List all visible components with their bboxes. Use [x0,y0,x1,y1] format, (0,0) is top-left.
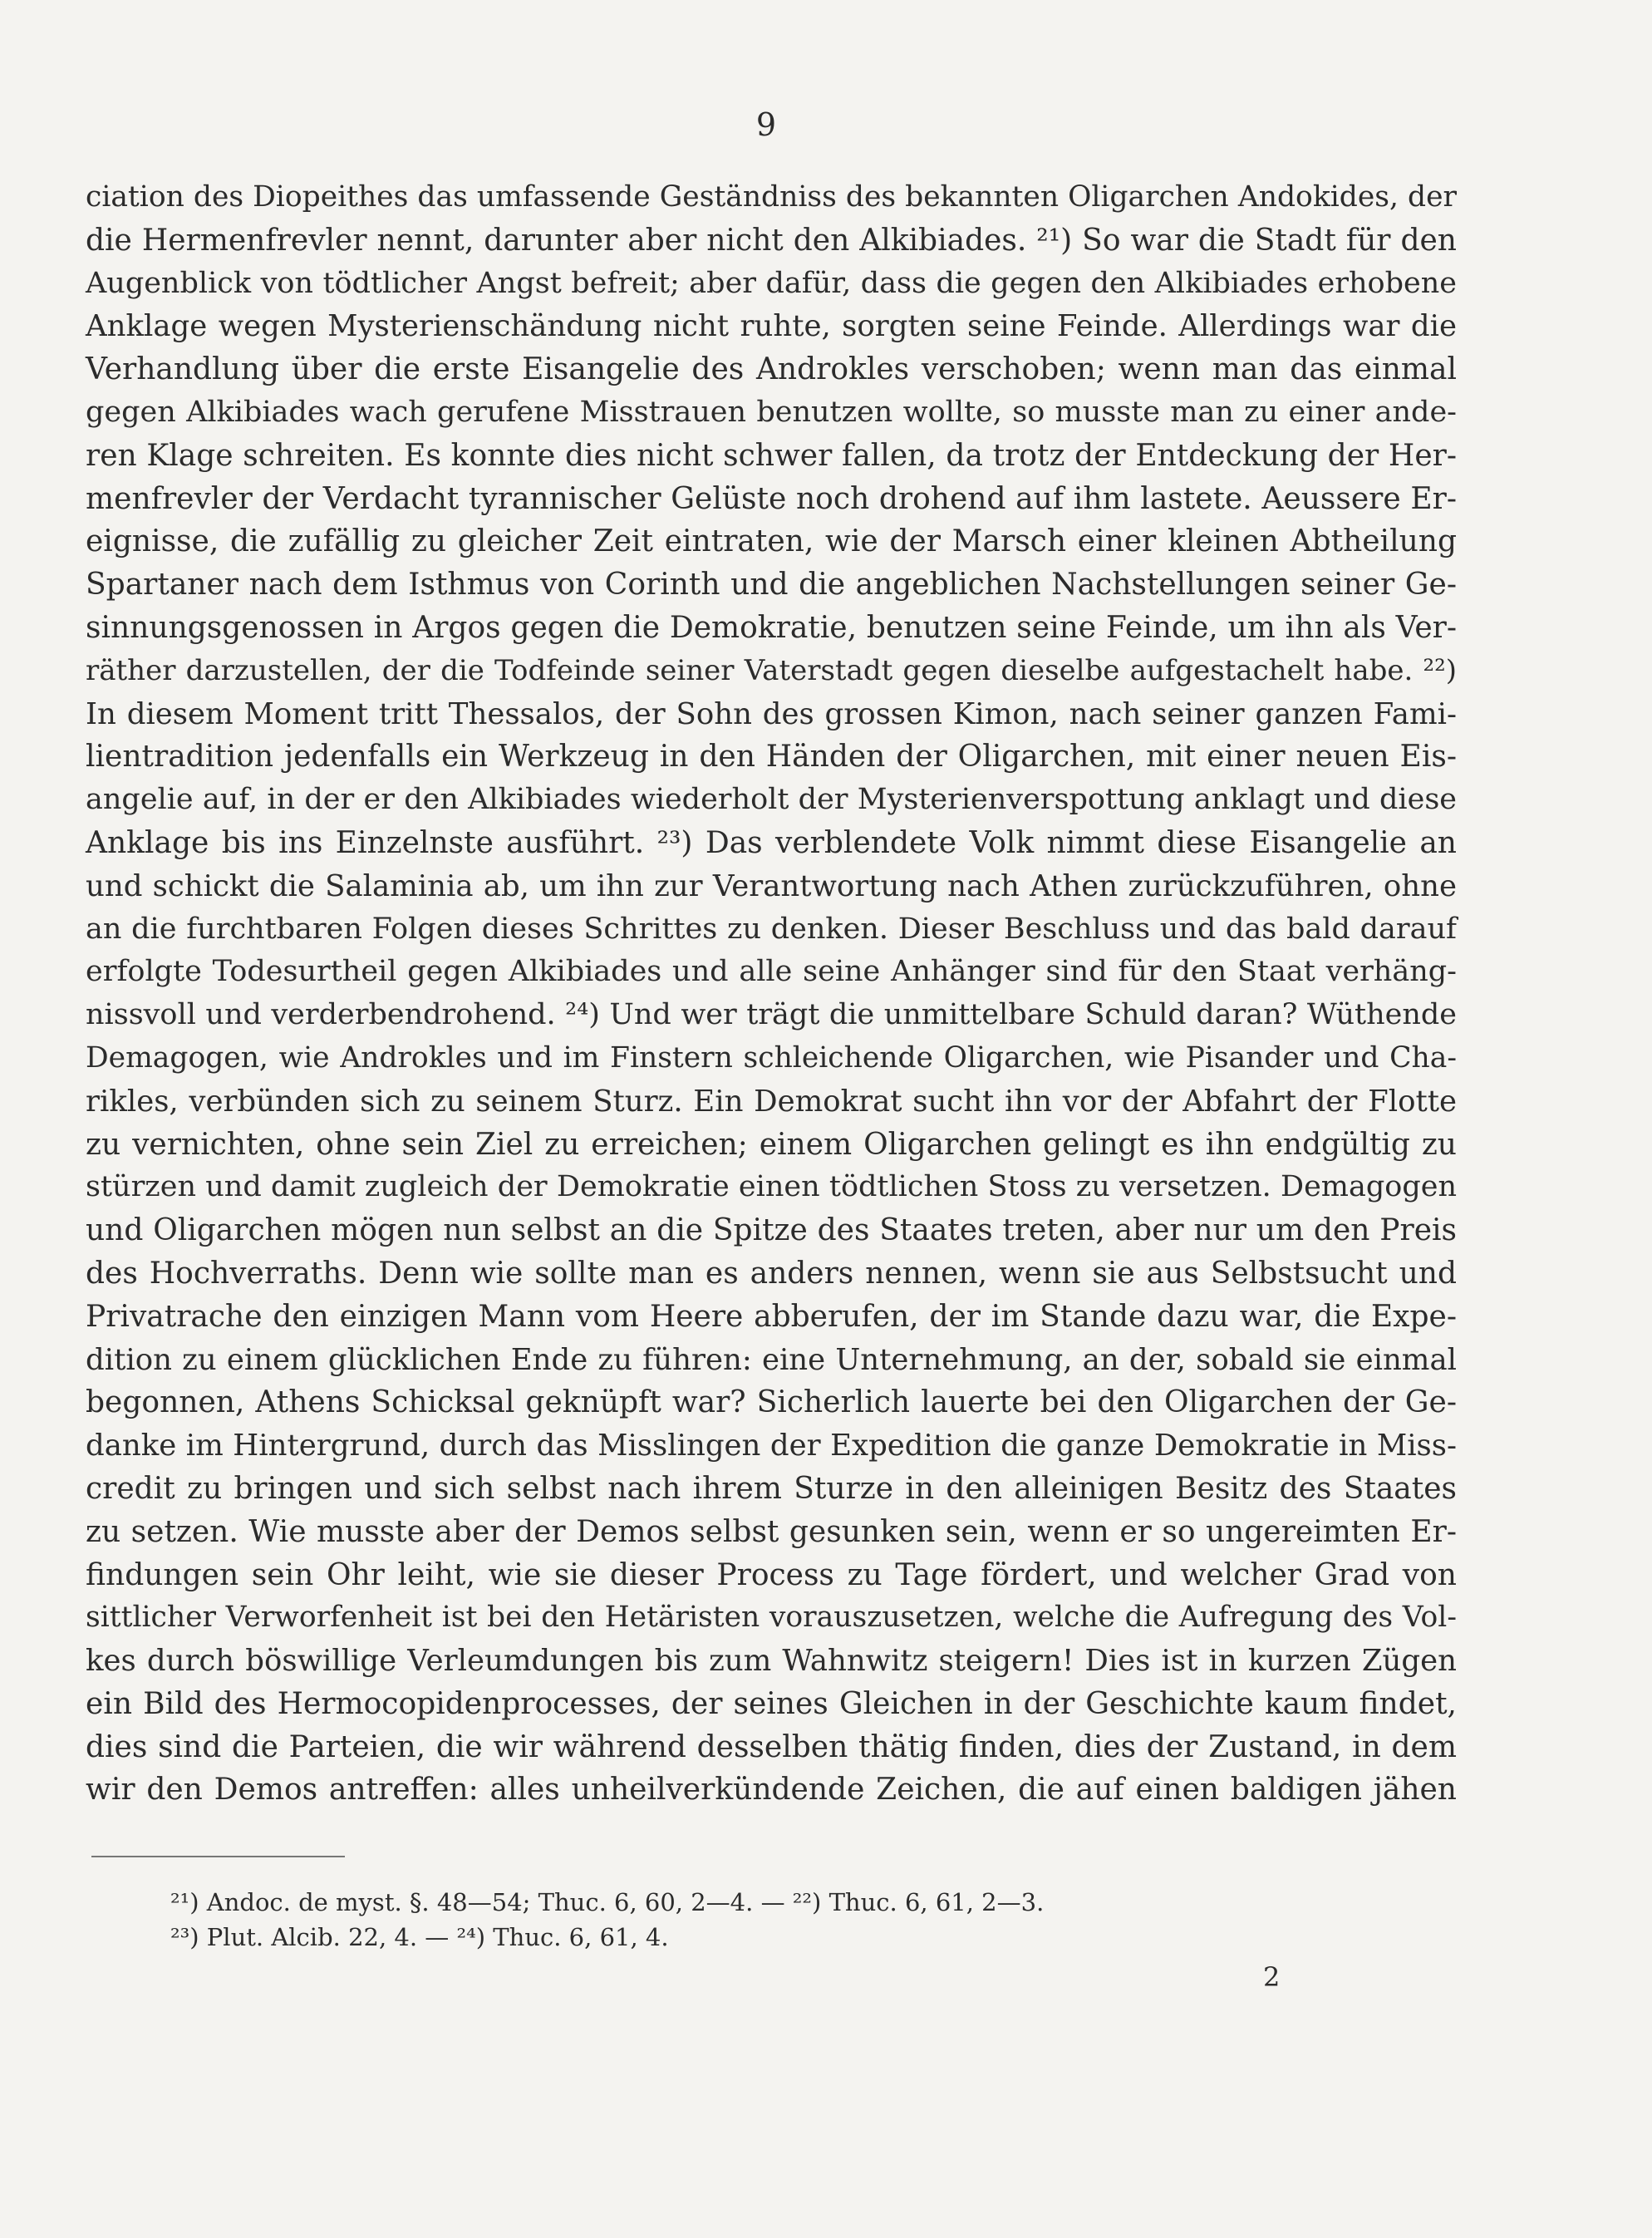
text-line: und Oligarchen mögen nun selbst an die Spitze des Staates treten, aber nur um den Preis [86,1213,1457,1248]
footnote-divider [91,1856,345,1857]
text-line: dition zu einem glücklichen Ende zu führen: eine Unternehmung, an der, sobald sie einmal [86,1342,1457,1377]
text-line: danke im Hintergrund, durch das Misslingen der Expedition die ganze Demokratie in Miss- [86,1429,1457,1463]
text-line: die Hermenfrevler nennt, darunter aber nicht den Alkibiades. ²¹) So war die Stadt für den [86,223,1457,258]
text-line: Augenblick von tödtlicher Angst befreit; aber dafür, dass die gegen den Alkibiades erhobene [86,266,1457,300]
text-line: In diesem Moment tritt Thessalos, der Sohn des grossen Kimon, nach seiner ganzen Fami- [86,696,1457,731]
text-line: findungen sein Ohr leiht, wie sie dieser Process zu Tage fördert, und welcher Grad von [86,1557,1457,1592]
text-line: Spartaner nach dem Isthmus von Corinth und die angeblichen Nachstellungen seiner Ge- [86,568,1457,603]
text-line: wir den Demos antreffen: alles unheilverkündende Zeichen, die auf einen baldigen jähen [86,1773,1457,1808]
text-line: gegen Alkibiades wach gerufene Misstrauen benutzen wollte, so musste man zu einer ande- [86,395,1457,429]
text-line: credit zu bringen und sich selbst nach ihrem Sturze in den alleinigen Besitz des Staates [86,1471,1457,1506]
text-line: ren Klage schreiten. Es konnte dies nicht schwer fallen, da trotz der Entdeckung der Her- [86,438,1457,473]
text-line: erfolgte Todesurtheil gegen Alkibiades und alle seine Anhänger sind für den Staat verhäng- [86,955,1457,989]
text-line: Verhandlung über die erste Eisangelie des Androkles verschoben; wenn man das einmal [86,352,1457,387]
text-line: an die furchtbaren Folgen dieses Schrittes zu denken. Dieser Beschluss und das bald darauf [86,912,1457,946]
text-line: eignisse, die zufällig zu gleicher Zeit eintraten, wie der Marsch einer kleinen Abtheilung [86,524,1457,559]
text-line: zu setzen. Wie musste aber der Demos selbst gesunken sein, wenn er so ungereimten Er- [86,1514,1457,1549]
text-line: nissvoll und verderbendrohend. ²⁴) Und wer trägt die unmittelbare Schuld daran? Wüthende [86,998,1457,1032]
text-line: begonnen, Athens Schicksal geknüpft war? Sicherlich lauerte bei den Oligarchen der Ge- [86,1385,1457,1420]
text-line: des Hochverraths. Denn wie sollte man es anders nennen, wenn sie aus Selbstsucht und [86,1256,1457,1291]
signature-mark: 2 [1263,1961,1281,1993]
text-line: stürzen und damit zugleich der Demokratie einen tödtlichen Stoss zu versetzen. Demagogen [86,1170,1457,1204]
text-line: räther darzustellen, der die Todfeinde seiner Vaterstadt gegen dieselbe aufgestachelt habe. ²²) [86,653,1457,687]
text-line: Anklage wegen Mysterienschändung nicht ruhte, sorgten seine Feinde. Allerdings war die [86,309,1457,344]
text-line: Privatrache den einzigen Mann vom Heere abberufen, der im Stande dazu war, die Expe- [86,1299,1457,1334]
footnotes [170,1885,1251,1955]
text-line: ein Bild des Hermocopidenprocesses, der seines Gleichen in der Geschichte kaum findet, [86,1686,1457,1721]
text-line: dies sind die Parteien, die wir während desselben thätig finden, dies der Zustand, in dem [86,1729,1457,1764]
text-line: und schickt die Salaminia ab, um ihn zur Verantwortung nach Athen zurückzuführen, ohne [86,868,1457,903]
text-line: kes durch böswillige Verleumdungen bis zum Wahnwitz steigern! Dies ist in kurzen Zügen [86,1644,1457,1679]
text-line: ciation des Diopeithes das umfassende Geständniss des bekannten Oligarchen Andokides, der [86,180,1457,214]
text-line: rikles, verbünden sich zu seinem Sturz. Ein Demokrat sucht ihn vor der Abfahrt der Flotte [86,1084,1457,1119]
text-line: menfrevler der Verdacht tyrannischer Gelüste noch drohend auf ihm lastete. Aeussere Er- [86,481,1457,516]
text-line: lientradition jedenfalls ein Werkzeug in den Händen der Oligarchen, mit einer neuen Eis- [86,740,1457,775]
text-line: sittlicher Verworfenheit ist bei den Hetäristen vorauszusetzen, welche die Aufregung des Vol- [86,1601,1457,1635]
text-line: Demagogen, wie Androkles und im Finstern schleichende Oligarchen, wie Pisander und Cha- [86,1040,1457,1075]
body-text [86,176,1457,1812]
text-line: angelie auf, in der er den Alkibiades wiederholt der Mysterienverspottung anklagt und diese [86,783,1457,817]
text-line: Anklage bis ins Einzelnste ausführt. ²³) Das verblendete Volk nimmt diese Eisangelie an [86,825,1457,860]
text-line: sinnungsgenossen in Argos gegen die Demokratie, benutzen seine Feinde, um ihn als Ver- [86,610,1457,645]
text-line: zu vernichten, ohne sein Ziel zu erreichen; einem Oligarchen gelingt es ihn endgültig zu [86,1127,1457,1162]
footnote-line: ²³) Plut. Alcib. 22, 4. — ²⁴) Thuc. 6, 61, 4. [170,1923,669,1951]
footnote-line: ²¹) Andoc. de myst. §. 48—54; Thuc. 6, 60, 2—4. — ²²) Thuc. 6, 61, 2—3. [170,1888,1045,1916]
page-number: 9 [755,106,778,143]
